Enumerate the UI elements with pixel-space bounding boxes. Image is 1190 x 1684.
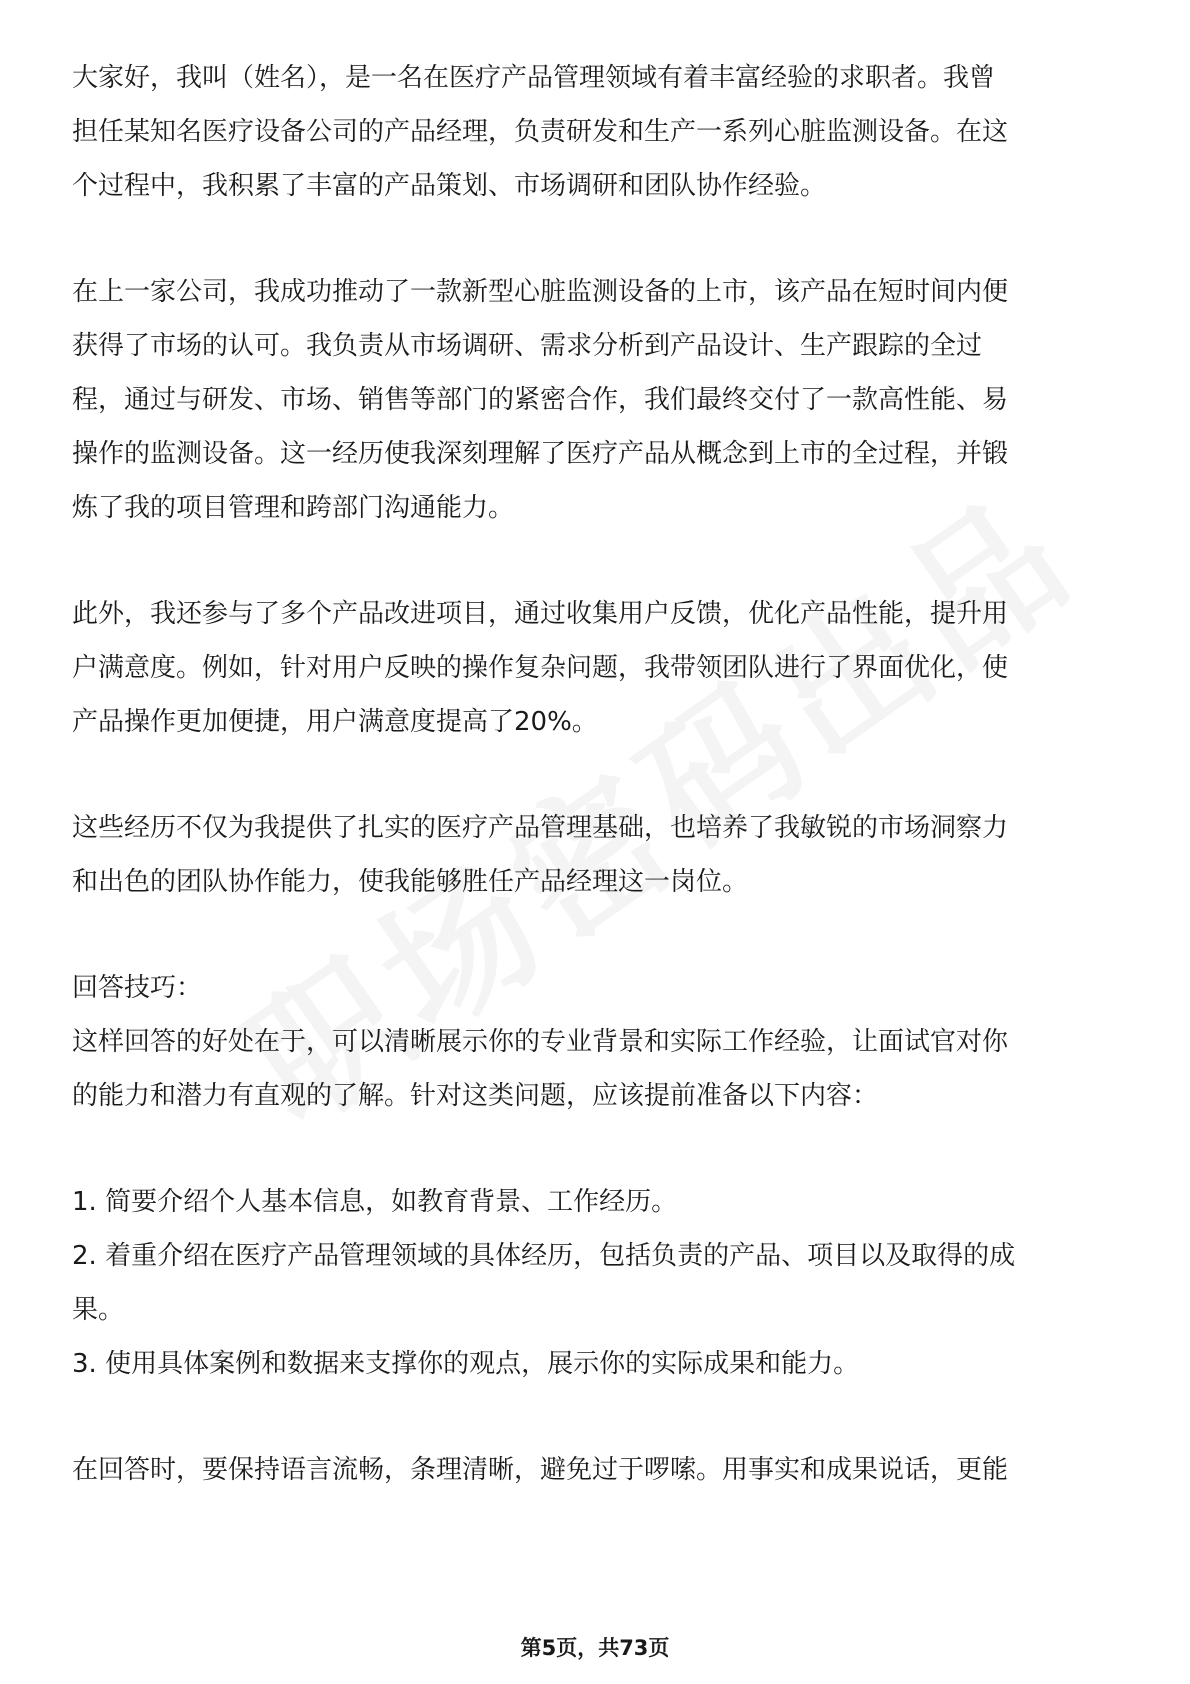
text-line: 这些经历不仅为我提供了扎实的医疗产品管理基础，也培养了我敏锐的市场洞察力 [72, 813, 1009, 843]
text-line: 户满意度。例如，针对用户反映的操作复杂问题，我带领团队进行了界面优化，使 [72, 653, 1009, 683]
text-line: 操作的监测设备。这一经历使我深刻理解了医疗产品从概念到上市的全过程，并锻 [72, 439, 1009, 469]
list-item: 3. 使用具体案例和数据来支撑你的观点，展示你的实际成果和能力。 [72, 1349, 860, 1379]
text-line: 和出色的团队协作能力，使我能够胜任产品经理这一岗位。 [72, 867, 749, 897]
text-line: 在回答时，要保持语言流畅，条理清晰，避免过于啰嗦。用事实和成果说话，更能 [72, 1455, 1009, 1485]
text-line: 程，通过与研发、市场、销售等部门的紧密合作，我们最终交付了一款高性能、易 [72, 385, 1009, 415]
text-line: 个过程中，我积累了丰富的产品策划、市场调研和团队协作经验。 [72, 171, 827, 201]
list-item: 1. 简要介绍个人基本信息，如教育背景、工作经历。 [72, 1187, 678, 1217]
text-line: 这样回答的好处在于，可以清晰展示你的专业背景和实际工作经验，让面试官对你 [72, 1027, 1009, 1057]
section-heading: 回答技巧： [72, 973, 203, 1003]
text-line: 的能力和潜力有直观的了解。针对这类问题，应该提前准备以下内容： [72, 1081, 879, 1111]
text-line: 炼了我的项目管理和跨部门沟通能力。 [72, 493, 515, 523]
text-line: 获得了市场的认可。我负责从市场调研、需求分析到产品设计、生产跟踪的全过 [72, 331, 983, 361]
text-line: 在上一家公司，我成功推动了一款新型心脏监测设备的上市，该产品在短时间内便 [72, 277, 1009, 307]
page-number: 第5页，共73页 [520, 1636, 670, 1660]
text-line: 担任某知名医疗设备公司的产品经理，负责研发和生产一系列心脏监测设备。在这 [72, 117, 1009, 147]
list-item-continuation: 果。 [72, 1295, 125, 1325]
text-line: 大家好，我叫（姓名），是一名在医疗产品管理领域有着丰富经验的求职者。我曾 [72, 63, 996, 93]
text-line: 产品操作更加便捷，用户满意度提高了20%。 [72, 707, 598, 737]
list-item: 2. 着重介绍在医疗产品管理领域的具体经历，包括负责的产品、项目以及取得的成 [72, 1241, 1016, 1271]
text-line: 此外，我还参与了多个产品改进项目，通过收集用户反馈，优化产品性能，提升用 [72, 599, 1009, 629]
